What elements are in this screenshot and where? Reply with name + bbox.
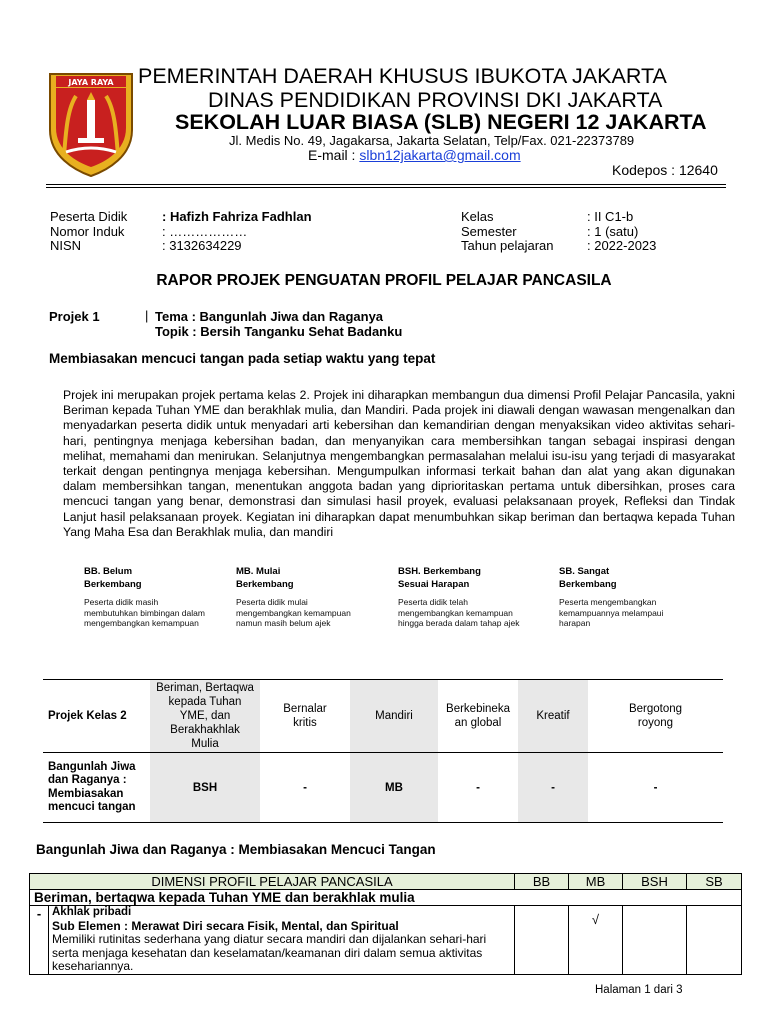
legend-title: BB. Belum (84, 566, 133, 577)
legend-bsh (398, 565, 523, 629)
info-row (461, 225, 656, 240)
info-value: : ……………… (162, 223, 248, 239)
legend-bb (84, 565, 214, 629)
summary-score-cell: - (653, 781, 658, 794)
info-row (461, 239, 656, 254)
legend-title: Berkembang (84, 579, 142, 590)
legend-title: SB. Sangat (559, 566, 610, 577)
project-topic: Topik : Bersih Tanganku Sehat Badanku (155, 324, 403, 339)
info-value: : 1 (satu) (587, 223, 639, 239)
info-label: Nomor Induk (50, 223, 125, 239)
summary-header-cell: Projek Kelas 2 (48, 710, 127, 722)
project-theme-block (155, 309, 402, 339)
info-label: Peserta Didik (50, 209, 128, 224)
detail-item-dash: - (30, 906, 49, 975)
letterhead-address: Jl. Medis No. 49, Jagakarsa, Jakarta Selatan, Telp/Fax. 021-22373789 (229, 133, 635, 148)
info-value: : 2022-2023 (587, 238, 657, 253)
detail-section-row (30, 890, 742, 906)
info-label: Tahun pelajaran (461, 238, 554, 253)
summary-data-row (43, 753, 723, 823)
summary-score-cell: - (303, 781, 307, 794)
summary-score-cell: BSH (150, 753, 260, 823)
info-label: NISN (50, 238, 82, 253)
letterhead-rule-thick (46, 187, 726, 188)
detail-header-cell: DIMENSI PROFIL PELAJAR PANCASILA (30, 874, 515, 890)
email-link[interactable]: slbn12jakarta@gmail.com (359, 147, 521, 163)
detail-header-row (30, 874, 742, 890)
detail-mark-sb (687, 906, 742, 975)
legend-title: Sesuai Harapan (398, 579, 470, 590)
detail-header-cell: BB (515, 874, 569, 890)
student-info-right (461, 210, 656, 254)
info-row (50, 239, 312, 254)
project-label: Projek 1 (49, 309, 100, 324)
project-subheading: Membiasakan mencuci tangan pada setiap waktu yang tepat (49, 351, 436, 366)
summary-header-cell: Kreatif (518, 680, 588, 753)
detail-header-cell: MB (569, 874, 623, 890)
summary-score-cell: - (476, 781, 480, 794)
project-theme: Tema : Bangunlah Jiwa dan Raganya (155, 309, 384, 324)
summary-header-cell: Bernalar kritis (283, 703, 327, 729)
legend-desc: Peserta didik mulai mengembangkan kemampuan namun masih belum ajek (236, 597, 351, 628)
project-description: Projek ini merupakan projek pertama kelas 2. Projek ini diharapkan membangun dua dimensi Profil Pelajar Pancasila, yakni Beriman kepada Tuhan YME dan berakhlak mulia, dan Mandiri. Pada projek ini diawali dengan wawasan mengenalkan dan menyadarkan peserta didik untuk menyadari arti kebersihan dan kemandirian dengan menyaksikan video aktivitas sehari-hari, pentingnya menjaga kebersihan badan, dan menyanyikan cara membersihkan tangan sebagai inspirasi dengan melihat, memahami dan menirukan. Selanjutnya mengembangkan permasalahan melalui isu-isu yang terjadi di masyarakat terkait dengan pentingnya menjaga kebersihan. Mengumpulkan informasi terkait bahan dan alat yang akan digunakan dalam membersihkan tangan, menentukan anggota badan yang diprioritaskan pertama untuk dibersihkan, proses cara mencuci tangan yang benar, demonstrasi dan simulasi hasil proyek, evaluasi pelaksanaan proyek, Refleksi dan Tindak Lanjut hasil pelaksanaan proyek. Kegiatan ini diharapkan dapat menumbuhkan sikap beriman dan bertaqwa kepada Tuhan Yang Maha Esa dan Berakhlak mulia, dan mandiri (63, 388, 735, 539)
student-info-left (50, 210, 312, 254)
detail-header-cell: BSH (623, 874, 687, 890)
letterhead-postcode: Kodepos : 12640 (612, 162, 718, 178)
summary-score-cell: - (518, 753, 588, 823)
info-label: Kelas (461, 209, 494, 224)
detail-heading: Bangunlah Jiwa dan Raganya : Membiasakan Mencuci Tangan (36, 842, 436, 857)
info-label: Semester (461, 223, 517, 239)
letterhead-rule-thin (46, 184, 726, 185)
legend-title: BSH. Berkembang (398, 566, 481, 577)
summary-header-cell: Bergotong royong (628, 703, 683, 729)
letterhead-government: PEMERINTAH DAERAH KHUSUS IBUKOTA JAKARTA (138, 64, 667, 88)
jakarta-emblem-logo (46, 68, 136, 178)
detail-mark-bsh (623, 906, 687, 975)
summary-project-name: Bangunlah Jiwa dan Raganya : Membiasakan mencuci tangan (48, 760, 136, 813)
student-name: : Hafizh Fahriza Fadhlan (162, 209, 312, 224)
info-row (461, 210, 656, 225)
detail-mark-bb (515, 906, 569, 975)
page-footer: Halaman 1 dari 3 (595, 984, 683, 996)
detail-section-title: Beriman, bertaqwa kepada Tuhan YME dan berakhlak mulia (30, 890, 742, 906)
summary-table (43, 679, 723, 823)
info-row (50, 225, 312, 240)
summary-score-cell: MB (350, 753, 438, 823)
info-value: : II C1-b (587, 209, 634, 224)
legend-desc: Peserta didik telah mengembangkan kemampuan hingga berada dalam tahap ajek (398, 597, 520, 628)
letterhead-school-name: SEKOLAH LUAR BIASA (SLB) NEGERI 12 JAKARTA (175, 110, 707, 134)
info-row (50, 210, 312, 225)
legend-title: MB. Mulai (236, 566, 281, 577)
legend-mb (236, 565, 366, 629)
legend-title: Berkembang (559, 579, 617, 590)
email-label: E-mail : (308, 147, 360, 163)
detail-header-cell: SB (687, 874, 742, 890)
report-title: RAPOR PROJEK PENGUATAN PROFIL PELAJAR PANCASILA (156, 272, 612, 289)
detail-element: Akhlak pribadi (52, 906, 132, 918)
project-separator: | (145, 308, 149, 323)
info-value: : 3132634229 (162, 238, 242, 253)
legend-title: Berkembang (236, 579, 294, 590)
detail-item-body (49, 906, 515, 975)
summary-header-cell: Mandiri (350, 680, 438, 753)
letterhead-email-line (308, 147, 521, 163)
summary-header-row (43, 680, 723, 753)
legend-desc: Peserta mengembangkan kemampuannya melampaui harapan (559, 597, 664, 628)
detail-sub-element: Sub Elemen : Merawat Diri secara Fisik, Mental, dan Spiritual (52, 918, 399, 933)
logo-text: JAYA RAYA (68, 78, 114, 87)
summary-header-cell: Berkebineka an global (446, 703, 510, 729)
detail-item-row (30, 906, 742, 975)
detail-item-text: Memiliki rutinitas sederhana yang diatur secara mandiri dan dijalankan sehari-hari serta menjaga kesehatan dan keselamatan/keamanan diri dalam semua aktivitas kesehariannya. (52, 932, 487, 973)
legend-sb (559, 565, 679, 629)
detail-mark-mb: √ (569, 906, 623, 975)
detail-table (29, 873, 742, 975)
summary-header-cell: Beriman, Bertaqwa kepada Tuhan YME, dan Berakhakhlak Mulia (150, 680, 260, 753)
letterhead-department: DINAS PENDIDIKAN PROVINSI DKI JAKARTA (208, 88, 663, 112)
legend-desc: Peserta didik masih membutuhkan bimbingan dalam mengembangkan kemampuan (84, 597, 205, 628)
